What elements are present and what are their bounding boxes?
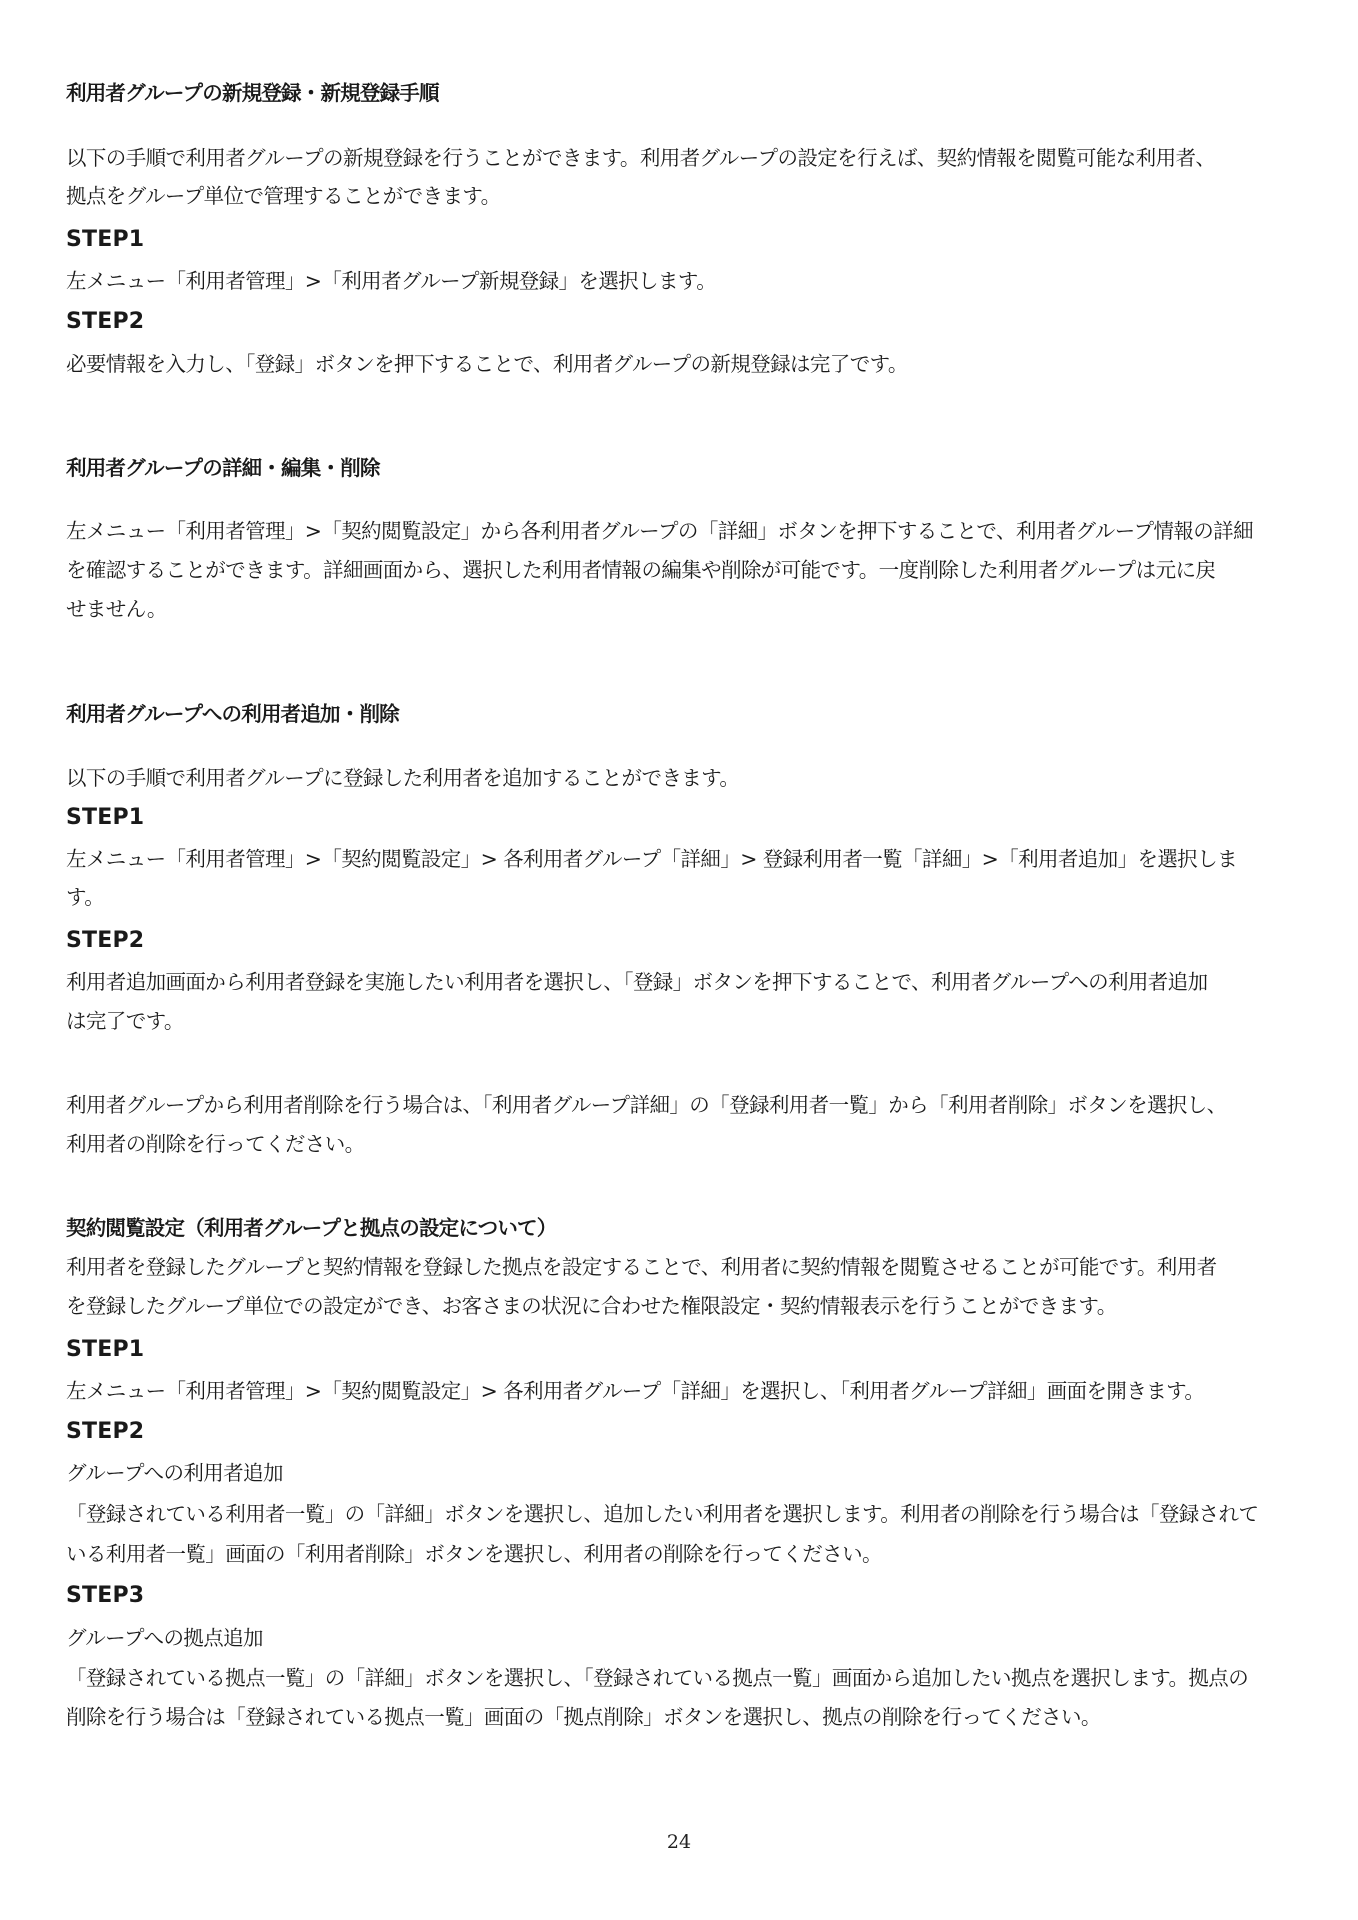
paragraph-line: 以下の手順で利用者グループに登録した利用者を追加することができます。 — [66, 766, 740, 790]
step-label: STEP3 — [66, 1583, 145, 1608]
paragraph-line: 利用者の削除を行ってください。 — [66, 1132, 365, 1156]
step-label: STEP1 — [66, 1337, 145, 1362]
section-heading-new-group: 利用者グループの新規登録・新規登録手順 — [66, 81, 439, 105]
page-number: 24 — [666, 1831, 692, 1853]
paragraph-line: 以下の手順で利用者グループの新規登録を行うことができます。利用者グループの設定を行えば、契約情報を閲覧可能な利用者、 — [66, 146, 1216, 170]
step-subtitle: グループへの利用者追加 — [66, 1461, 283, 1485]
step-text: 削除を行う場合は「登録されている拠点一覧」画面の「拠点削除」ボタンを選択し、拠点の削除を行ってください。 — [66, 1705, 1101, 1729]
paragraph-line: 拠点をグループ単位で管理することができます。 — [66, 184, 501, 208]
section-heading-add-user: 利用者グループへの利用者追加・削除 — [66, 702, 399, 726]
step-text: は完了です。 — [66, 1009, 184, 1033]
step-text: す。 — [66, 885, 105, 909]
section-heading-contract-view-settings: 契約閲覧設定（利用者グループと拠点の設定について） — [66, 1216, 557, 1240]
section-heading-group-detail: 利用者グループの詳細・編集・削除 — [66, 456, 380, 480]
step-text: 左メニュー「利用者管理」>「契約閲覧設定」> 各利用者グループ「詳細」を選択し、「利用者グループ詳細」画面を開きます。 — [66, 1379, 1205, 1403]
step-text: 「登録されている利用者一覧」の「詳細」ボタンを選択し、追加したい利用者を選択します。利用者の削除を行う場合は「登録されて — [66, 1502, 1259, 1526]
step-label: STEP2 — [66, 1419, 145, 1444]
paragraph-line: 左メニュー「利用者管理」>「契約閲覧設定」から各利用者グループの「詳細」ボタンを押下することで、利用者グループ情報の詳細 — [66, 519, 1253, 543]
paragraph-line: を登録したグループ単位での設定ができ、お客さまの状況に合わせた権限設定・契約情報表示を行うことができます。 — [66, 1294, 1117, 1318]
step-label: STEP1 — [66, 227, 145, 252]
step-text: 利用者追加画面から利用者登録を実施したい利用者を選択し、「登録」ボタンを押下することで、利用者グループへの利用者追加 — [66, 970, 1208, 994]
step-text: 「登録されている拠点一覧」の「詳細」ボタンを選択し、「登録されている拠点一覧」画面から追加したい拠点を選択します。拠点の — [66, 1666, 1249, 1690]
step-text: 左メニュー「利用者管理」>「契約閲覧設定」> 各利用者グループ「詳細」> 登録利用者一覧「詳細」>「利用者追加」を選択しま — [66, 847, 1237, 871]
step-label: STEP2 — [66, 309, 145, 334]
paragraph-line: 利用者を登録したグループと契約情報を登録した拠点を設定することで、利用者に契約情報を閲覧させることが可能です。利用者 — [66, 1255, 1217, 1279]
step-subtitle: グループへの拠点追加 — [66, 1626, 263, 1650]
step-label: STEP2 — [66, 928, 145, 953]
step-label: STEP1 — [66, 805, 145, 830]
paragraph-line: を確認することができます。詳細画面から、選択した利用者情報の編集や削除が可能です。一度削除した利用者グループは元に戻 — [66, 558, 1216, 582]
paragraph-line: せません。 — [66, 597, 167, 621]
step-text: 必要情報を入力し、「登録」ボタンを押下することで、利用者グループの新規登録は完了です。 — [66, 352, 908, 376]
step-text: 左メニュー「利用者管理」>「利用者グループ新規登録」を選択します。 — [66, 269, 717, 293]
paragraph-line: 利用者グループから利用者削除を行う場合は、「利用者グループ詳細」の「登録利用者一覧」から「利用者削除」ボタンを選択し、 — [66, 1093, 1227, 1117]
step-text: いる利用者一覧」画面の「利用者削除」ボタンを選択し、利用者の削除を行ってください。 — [66, 1542, 882, 1566]
